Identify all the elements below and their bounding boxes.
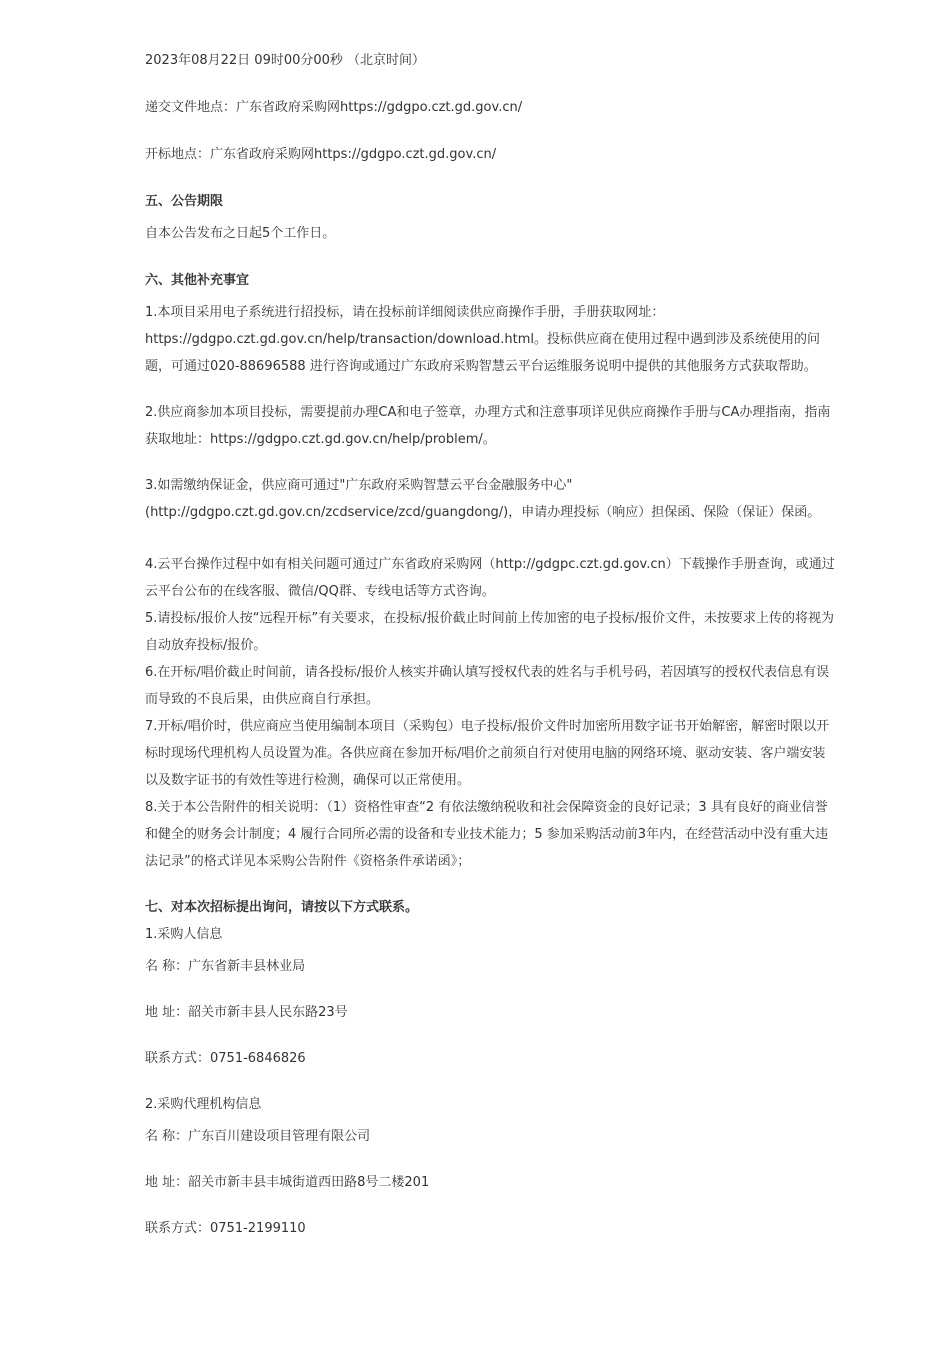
- purchaser-address: 地 址：韶关市新丰县人民东路23号: [145, 1005, 348, 1020]
- purchaser-title: 1.采购人信息: [145, 927, 223, 942]
- section6-item-6: 6.在开标/唱价截止时间前，请各投标/报价人核实并确认填写授权代表的姓名与手机号码，若因填写的授权代表信息有误而导致的不良后果，由供应商自行承担。: [145, 665, 830, 707]
- section6-item-5: 5.请投标/报价人按“远程开标”有关要求，在投标/报价截止时间前上传加密的电子投标/报价文件，未按要求上传的将视为自动放弃投标/报价。: [145, 611, 835, 653]
- section7-heading: 七、对本次招标提出询问，请按以下方式联系。: [145, 900, 419, 915]
- agency-address: 地 址：韶关市新丰县丰城街道西田路8号二楼201: [145, 1175, 430, 1190]
- announcement-document: [145, 47, 835, 1242]
- submit-location: 递交文件地点：广东省政府采购网https://gdgpo.czt.gd.gov.cn/: [145, 100, 523, 115]
- purchaser-name: 名 称：广东省新丰县林业局: [145, 959, 306, 974]
- agency-contact: 联系方式：0751-2199110: [145, 1221, 306, 1236]
- section6-item-1: 1.本项目采用电子系统进行招投标，请在投标前详细阅读供应商操作手册，手册获取网址：https://gdgpo.czt.gd.gov.cn/help/transaction/download.html。投标供应商在使用过程中遇到涉及系统使用的问题，可通过020-88696588 进行咨询或通过广东政府采购智慧云平台运维服务说明中提供的其他服务方式获取帮助。: [145, 305, 820, 374]
- agency-title: 2.采购代理机构信息: [145, 1097, 262, 1112]
- section5-text: 自本公告发布之日起5个工作日。: [145, 226, 336, 241]
- section6-item-2: 2.供应商参加本项目投标，需要提前办理CA和电子签章，办理方式和注意事项详见供应商操作手册与CA办理指南，指南获取地址：https://gdgpo.czt.gd.gov.cn/help/problem/。: [145, 405, 831, 447]
- deadline-time: 2023年08月22日 09时00分00秒 （北京时间）: [145, 53, 426, 68]
- purchaser-contact: 联系方式：0751-6846826: [145, 1051, 306, 1066]
- section6-item-4: 4.云平台操作过程中如有相关问题可通过广东省政府采购网（http://gdgpc.czt.gd.gov.cn）下载操作手册查询，或通过云平台公布的在线客服、微信/QQ群、专线电话等方式咨询。: [145, 557, 835, 599]
- section6-item-7: 7.开标/唱价时，供应商应当使用编制本项目（采购包）电子投标/报价文件时加密所用数字证书开始解密，解密时限以开标时现场代理机构人员设置为准。各供应商在参加开标/唱价之前须自行对使用电脑的网络环境、驱动安装、客户端安装以及数字证书的有效性等进行检测，确保可以正常使用。: [145, 719, 830, 788]
- section6-item-8: 8.关于本公告附件的相关说明：（1）资格性审查“2 有依法缴纳税收和社会保障资金的良好记录；3 具有良好的商业信誉和健全的财务会计制度；4 履行合同所必需的设备和专业技术能力；5 参加采购活动前3年内，在经营活动中没有重大违法记录”的格式详见本采购公告附件《资格条件承诺函》；: [145, 800, 829, 869]
- agency-name: 名 称：广东百川建设项目管理有限公司: [145, 1129, 371, 1144]
- section5-heading: 五、公告期限: [145, 194, 224, 209]
- opening-location: 开标地点：广东省政府采购网https://gdgpo.czt.gd.gov.cn/: [145, 147, 497, 162]
- section6-heading: 六、其他补充事宜: [145, 273, 250, 288]
- section6-item-3: 3.如需缴纳保证金，供应商可通过"广东政府采购智慧云平台金融服务中心"(http://gdgpo.czt.gd.gov.cn/zcdservice/zcd/guangdong/)，申请办理投标（响应）担保函、保险（保证）保函。: [145, 478, 821, 520]
